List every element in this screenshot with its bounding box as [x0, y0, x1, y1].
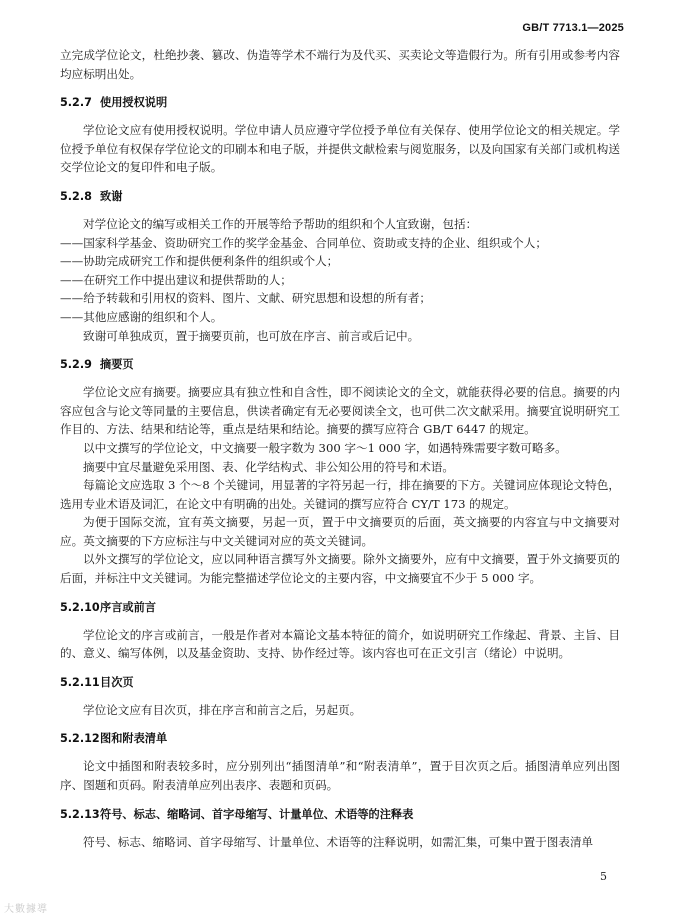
section-title: 序言或前言: [100, 600, 156, 614]
section-heading-5-2-12: [60, 730, 620, 748]
paragraph: 为便于国际交流，宜有英文摘要，另起一页，置于中文摘要页的后面，英文摘要的内容宜与中文摘要对应。英文摘要的下方应标注与中文关键词对应的英文关键词。: [60, 515, 620, 548]
paragraph: 学位论文应有目次页，排在序言和前言之后，另起页。: [83, 702, 362, 717]
paragraph: 每篇论文应选取 3 个～8 个关键词，用显著的字符另起一行，排在摘要的下方。关键词应体现论文特色，选用专业术语及词汇，在论文中有明确的出处。关键词的撰写应符合 CY/T 173 的规定。: [60, 478, 620, 511]
section-number: 5.2.11: [60, 675, 100, 689]
paragraph: 学位论文应有使用授权说明。学位申请人员应遵守学位授予单位有关保存、使用学位论文的相关规定。学位授予单位有权保存学位论文的印刷本和电子版，并提供文献检索与阅览服务，以及向国家有关部门或机构送交学位论文的复印件和电子版。: [60, 123, 620, 175]
list-item: ——在研究工作中提出建议和提供帮助的人；: [60, 272, 292, 287]
list-item: ——其他应感谢的组织和个人。: [60, 309, 223, 324]
section-heading-5-2-10: [60, 599, 620, 617]
section-title: 符号、标志、缩略词、首字母缩写、计量单位、术语等的注释表: [100, 807, 414, 821]
paragraph: 对学位论文的编写或相关工作的开展等给予帮助的组织和个人宜致谢，包括：: [83, 216, 478, 231]
list-item: ——协助完成研究工作和提供便利条件的组织或个人；: [60, 254, 339, 269]
page-content: [60, 46, 620, 851]
section-title: 致谢: [100, 189, 123, 203]
list-item: ——国家科学基金、资助研究工作的奖学金基金、合同单位、资助或支持的企业、组织或个人；: [60, 235, 547, 250]
section-title: 图和附表清单: [100, 732, 168, 746]
page-number: 5: [600, 870, 607, 883]
list-item: ——给予转载和引用权的资料、图片、文献、研究思想和设想的所有者；: [60, 291, 432, 306]
section-number: 5.2.10: [60, 600, 100, 614]
paragraph: 学位论文应有摘要。摘要应具有独立性和自含性，即不阅读论文的全文，就能获得必要的信息。摘要的内容应包含与论文等同量的主要信息，供读者确定有无必要阅读全文，也可供二次文献采用。摘要宜说明研究工作目的、方法、结果和结论等，重点是结果和结论。摘要的撰写应符合 GB/T 6447 的规定。: [60, 385, 620, 437]
paragraph: 学位论文的序言或前言，一般是作者对本篇论文基本特征的简介，如说明研究工作缘起、背景、主旨、目的、意义、编写体例，以及基金资助、支持、协作经过等。该内容也可在正文引言（绪论）中说明。: [60, 627, 620, 661]
section-number: 5.2.12: [60, 732, 100, 746]
paragraph: 以中文撰写的学位论文，中文摘要一般字数为 300 字～1 000 字，如遇特殊需要字数可略多。: [83, 440, 567, 455]
section-heading-5-2-7: [60, 94, 620, 112]
section-heading-5-2-13: [60, 806, 620, 824]
section-heading-5-2-8: [60, 188, 620, 206]
paragraph: 以外文撰写的学位论文，应以同种语言撰写外文摘要。除外文摘要外，应有中文摘要，置于外文摘要页的后面，并标注中文关键词。为能完整描述学位论文的主要内容，中文摘要宜不少于 5 000 字。: [60, 552, 620, 586]
section-heading-5-2-11: [60, 674, 620, 692]
section-number: 5.2.9: [60, 358, 92, 372]
watermark: 大數據導: [4, 904, 48, 915]
paragraph: 摘要中宜尽量避免采用图、表、化学结构式、非公知公用的符号和术语。: [83, 459, 455, 474]
section-title: 目次页: [100, 675, 134, 689]
section-number: 5.2.13: [60, 807, 100, 821]
section-title: 使用授权说明: [100, 96, 168, 110]
section-heading-5-2-9: [60, 356, 620, 374]
paragraph: 致谢可单独成页，置于摘要页前，也可放在序言、前言或后记中。: [83, 328, 420, 343]
intro-paragraph: 立完成学位论文，杜绝抄袭、篡改、伪造等学术不端行为及代买、买卖论文等造假行为。所有引用或参考内容均应标明出处。: [60, 48, 620, 81]
section-title: 摘要页: [100, 358, 134, 372]
paragraph: 符号、标志、缩略词、首字母缩写、计量单位、术语等的注释说明，如需汇集，可集中置于图表清单: [83, 834, 594, 849]
paragraph: 论文中插图和附表较多时，应分别列出“插图清单”和“附表清单”，置于目次页之后。插图清单应列出图序、图题和页码。附表清单应列出表序、表题和页码。: [60, 759, 620, 793]
section-number: 5.2.8: [60, 189, 92, 203]
standard-code: GB/T 7713.1—2025: [522, 22, 624, 34]
section-number: 5.2.7: [60, 96, 92, 110]
